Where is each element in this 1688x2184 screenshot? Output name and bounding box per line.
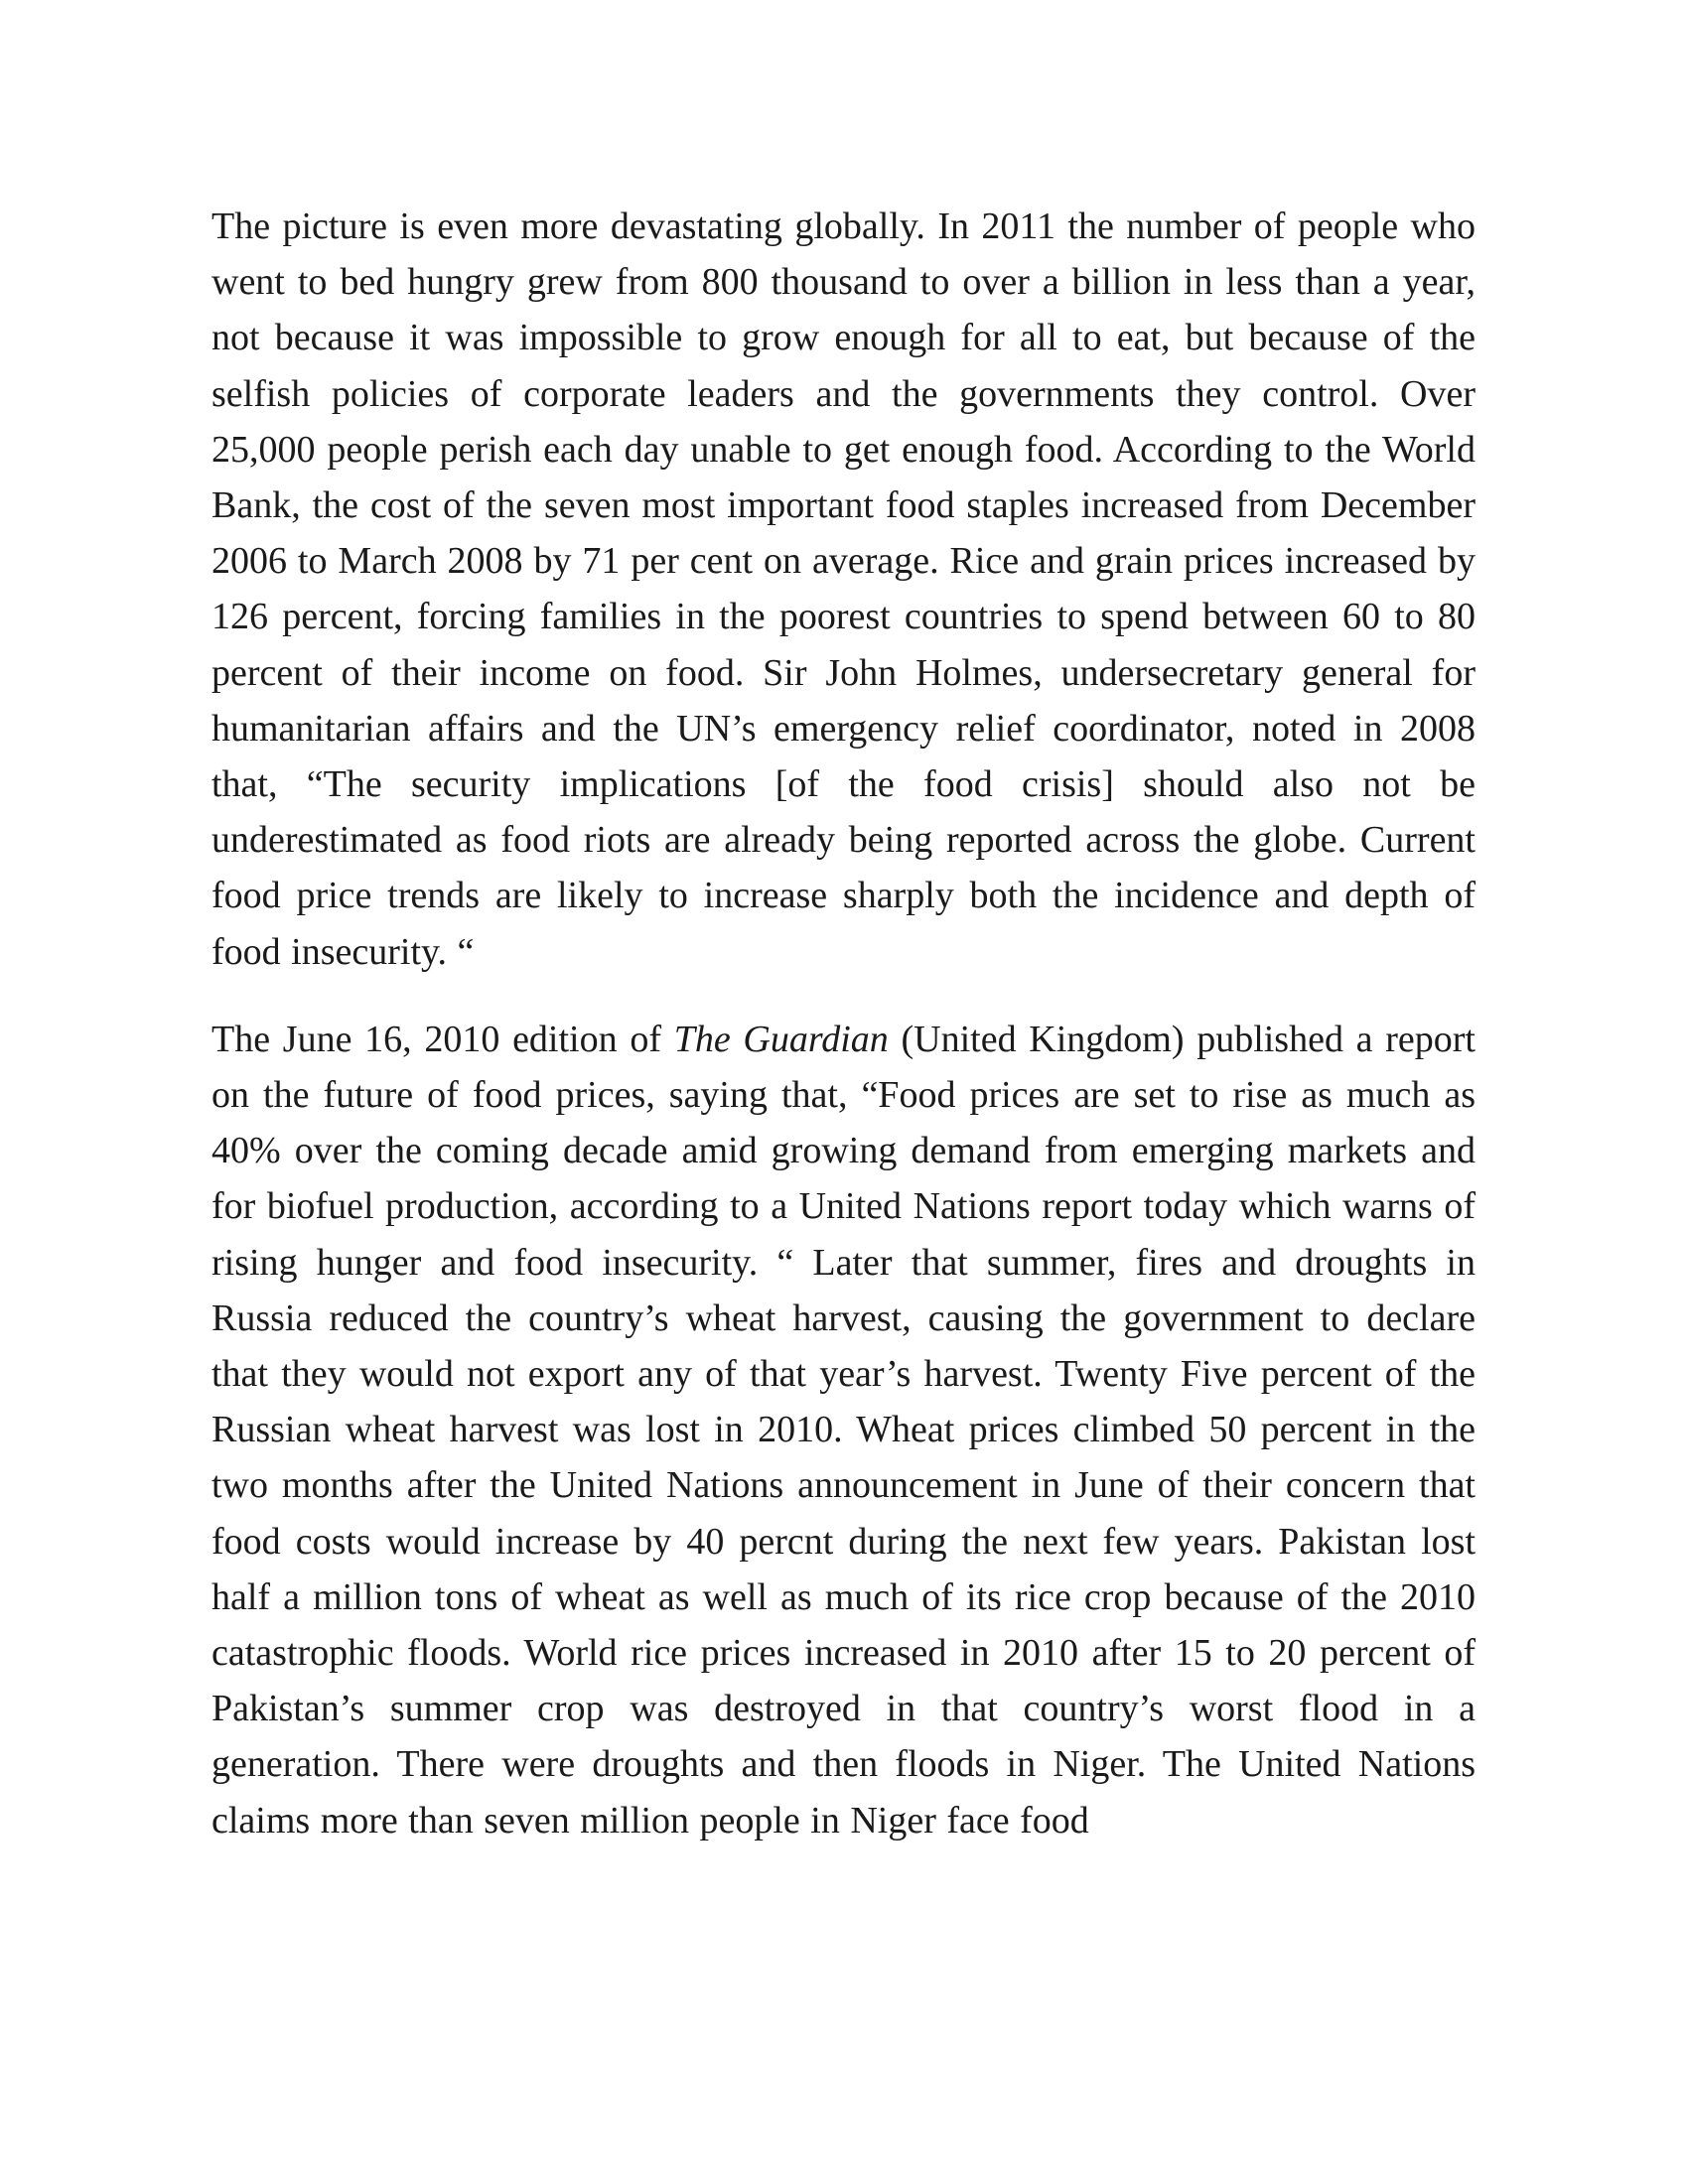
- paragraph-food-prices: [211, 1012, 1476, 1848]
- publication-title: The Guardian: [673, 1018, 889, 1060]
- paragraph-text-body: (United Kingdom) published a report on the future of food prices, saying that, “Food prices are set to rise as much as 40% over the coming decade amid growing demand from emerging markets and for biofuel production, according to a United Nations report today which warns of rising hunger and food insecurity. “ Later that summer, fires and droughts in Russia reduced the country’s wheat harvest, causing the government to declare that they would not export any of that year’s harvest. Twenty Five percent of the Russian wheat harvest was lost in 2010. Wheat prices climbed 50 percent in the two months after the United Nations announcement in June of their concern that food costs would increase by 40 percnt during the next few years. Pakistan lost half a million tons of wheat as well as much of its rice crop because of the 2010 catastrophic floods. World rice prices increased in 2010 after 15 to 20 percent of Pakistan’s summer crop was destroyed in that country’s worst flood in a generation. There were droughts and then floods in Niger. The United Nations claims more than seven million people in Niger face food: [211, 1018, 1476, 1842]
- paragraph-global-hunger: The picture is even more devastating globally. In 2011 the number of people who went to bed hungry grew from 800 thousand to over a billion in less than a year, not because it was impossible to grow enough for all to eat, but because of the selfish policies of corporate leaders and the governments they control. Over 25,000 people perish each day unable to get enough food. According to the World Bank, the cost of the seven most important food staples increased from December 2006 to March 2008 by 71 per cent on average. Rice and grain prices increased by 126 percent, forcing families in the poorest countries to spend between 60 to 80 percent of their income on food. Sir John Holmes, undersecretary general for humanitarian affairs and the UN’s emergency relief coordinator, noted in 2008 that, “The security implications [of the food crisis] should also not be underestimated as food riots are already being reported across the globe. Current food price trends are likely to increase sharply both the incidence and depth of food insecurity. “: [211, 205, 1476, 973]
- paragraph-text-lead: The June 16, 2010 edition of: [211, 1018, 674, 1060]
- document-page: [211, 199, 1476, 1985]
